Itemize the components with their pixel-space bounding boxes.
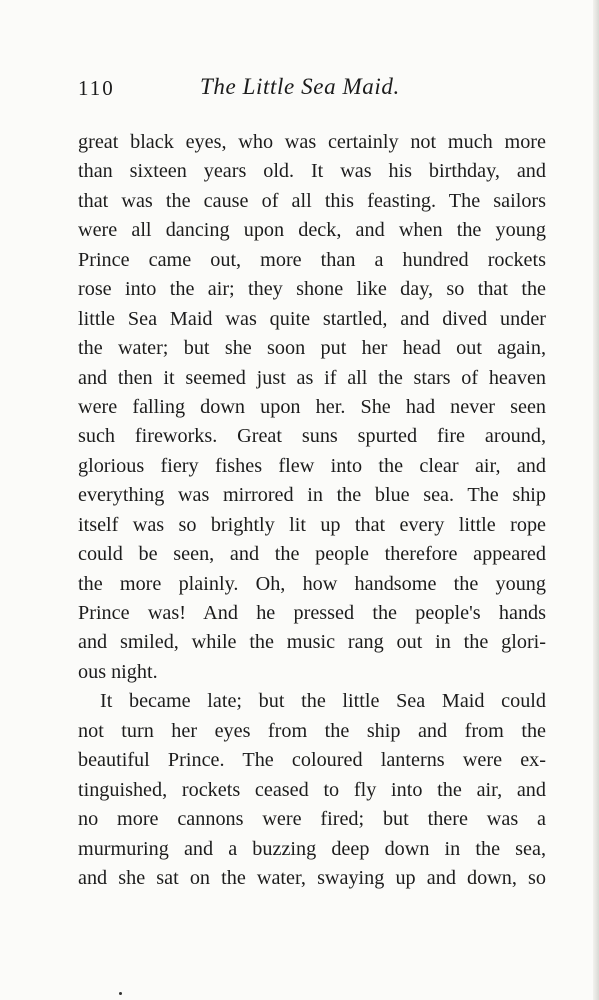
body-text	[78, 128, 546, 893]
text-line: rose into the air; they shone like day, so that the	[78, 278, 546, 301]
text-line: the water; but she soon put her head out again,	[78, 337, 546, 360]
text-line: were all dancing upon deck, and when the young	[78, 219, 546, 242]
text-line: and smiled, while the music rang out in the glori-	[78, 631, 546, 654]
text-line: little Sea Maid was quite startled, and dived under	[78, 307, 546, 330]
text-line: tinguished, rockets ceased to fly into the air, and	[78, 778, 546, 801]
text-line: no more cannons were fired; but there was a	[78, 808, 546, 831]
text-line: and then it seemed just as if all the stars of heaven	[78, 366, 546, 389]
text-line: glorious fiery fishes flew into the clear air, and	[78, 454, 546, 477]
text-line: everything was mirrored in the blue sea. The ship	[78, 484, 546, 507]
paragraph	[78, 687, 546, 893]
page-number: 110	[78, 76, 115, 100]
text-line: great black eyes, who was certainly not much more	[78, 131, 546, 153]
text-line: It became late; but the little Sea Maid could	[100, 690, 546, 713]
text-line: such fireworks. Great suns spurted fire around,	[78, 425, 546, 448]
text-line: not turn her eyes from the ship and from the	[78, 719, 546, 742]
running-head	[78, 72, 548, 106]
running-title: The Little Sea Maid.	[200, 74, 400, 99]
ink-speck	[119, 992, 122, 995]
text-line: could be seen, and the people therefore appeared	[78, 543, 546, 566]
text-line: than sixteen years old. It was his birthday, and	[78, 160, 546, 183]
text-line: murmuring and a buzzing deep down in the sea,	[78, 837, 546, 860]
text-line: were falling down upon her. She had never seen	[78, 395, 546, 418]
page-edge-shadow	[593, 0, 599, 1000]
text-line: and she sat on the water, swaying up and down, so	[78, 866, 546, 889]
text-line: beautiful Prince. The coloured lanterns were ex-	[78, 749, 546, 772]
text-line: that was the cause of all this feasting. The sailors	[78, 189, 546, 212]
text-line: the more plainly. Oh, how handsome the young	[78, 572, 546, 595]
paragraph	[78, 128, 546, 687]
text-line: Prince was! And he pressed the people's hands	[78, 602, 546, 624]
text-line: itself was so brightly lit up that every little rope	[78, 513, 546, 536]
text-line: ous night.	[78, 660, 158, 683]
text-line: Prince came out, more than a hundred rockets	[78, 248, 546, 271]
